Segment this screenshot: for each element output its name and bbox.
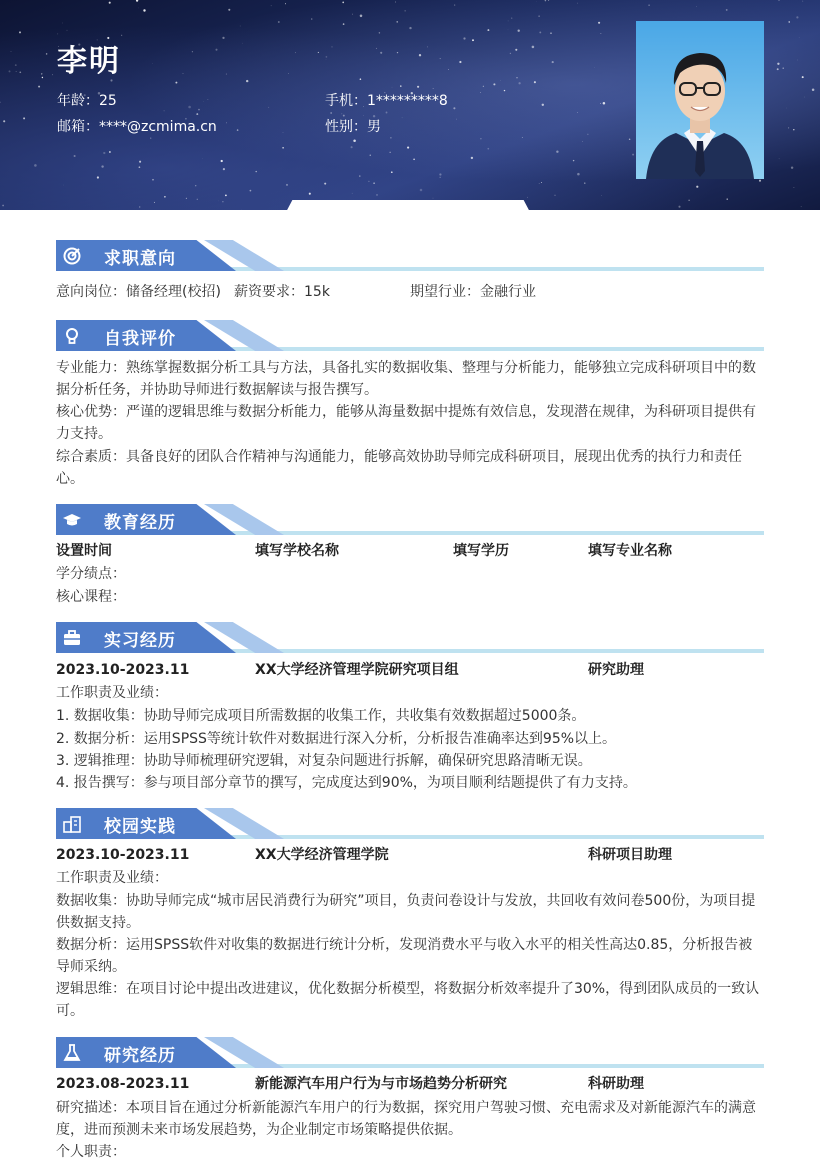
campus-item: 数据分析：运用SPSS软件对收集的数据进行统计分析，发现消费水平与收入水平的相关性高达0.85，分析报告被导师采纳。 — [56, 937, 753, 975]
internship-item: 4. 报告撰写：参与项目部分章节的撰写，完成度达到90%，为项目顺利结题提供了有力支持。 — [56, 775, 637, 791]
education-major: 填写专业名称 — [588, 543, 672, 559]
section-header-education — [56, 504, 764, 536]
intended-position: 意向岗位：储备经理(校招) — [56, 284, 221, 300]
internship-item: 3. 逻辑推理：协助导师梳理研究逻辑，对复杂问题进行拆解，确保研究思路清晰无误。 — [56, 753, 592, 769]
self-eval-professional: 专业能力：熟练掌握数据分析工具与方法，具备扎实的数据收集、整理与分析能力，能够独立完成科研项目中的数据分析任务，并协助导师进行数据解读与报告撰写。 — [56, 360, 756, 398]
research-description: 研究描述：本项目旨在通过分析新能源汽车用户的行为数据，探究用户驾驶习惯、充电需求及对新能源汽车的满意度，进而预测未来市场发展趋势，为企业制定市场策略提供依据。 — [56, 1100, 756, 1138]
self-eval-strength: 核心优势：严谨的逻辑思维与数据分析能力，能够从海量数据中提炼有效信息，发现潜在规律，为科研项目提供有力支持。 — [56, 404, 756, 442]
phone-field: 手机：1*********8 — [325, 93, 448, 109]
research-period: 2023.08-2023.11 — [56, 1076, 190, 1092]
expected-industry: 期望行业：金融行业 — [410, 284, 536, 300]
section-title-intention: 求职意向 — [104, 249, 176, 269]
graduation-cap-icon — [62, 510, 82, 530]
age-field: 年龄：25 — [57, 93, 117, 109]
section-title-education: 教育经历 — [104, 513, 176, 533]
internship-org: XX大学经济管理学院研究项目组 — [255, 662, 459, 678]
education-courses: 核心课程： — [56, 589, 126, 605]
candidate-name: 李明 — [57, 44, 121, 79]
target-icon — [62, 246, 82, 266]
campus-duties-label: 工作职责及业绩： — [56, 870, 168, 886]
campus-org: XX大学经济管理学院 — [255, 847, 389, 863]
header-banner — [0, 0, 820, 210]
email-field: 邮箱：****@zcmima.cn — [57, 119, 217, 135]
section-title-research: 研究经历 — [104, 1046, 176, 1066]
internship-duties-label: 工作职责及业绩： — [56, 685, 168, 701]
research-project: 新能源汽车用户行为与市场趋势分析研究 — [255, 1076, 507, 1092]
section-title-campus: 校园实践 — [104, 817, 176, 837]
internship-period: 2023.10-2023.11 — [56, 662, 190, 678]
section-header-intention — [56, 240, 764, 272]
research-duties-label: 个人职责： — [56, 1144, 126, 1160]
campus-role: 科研项目助理 — [588, 847, 672, 863]
internship-item: 1. 数据收集：协助导师完成项目所需数据的收集工作，共收集有效数据超过5000条。 — [56, 708, 586, 724]
section-header-research — [56, 1037, 764, 1069]
section-title-internship: 实习经历 — [104, 631, 176, 651]
internship-item: 2. 数据分析：运用SPSS等统计软件对数据进行深入分析，分析报告准确率达到95%以上。 — [56, 731, 617, 747]
education-degree: 填写学历 — [453, 543, 509, 559]
building-icon — [62, 814, 82, 834]
internship-role: 研究助理 — [588, 662, 644, 678]
profile-photo — [636, 21, 764, 179]
education-gpa: 学分绩点： — [56, 566, 126, 582]
campus-item: 逻辑思维：在项目讨论中提出改进建议，优化数据分析模型，将数据分析效率提升了30%，得到团队成员的一致认可。 — [56, 981, 760, 1019]
briefcase-icon — [62, 628, 82, 648]
section-header-internship — [56, 622, 764, 654]
self-eval-quality: 综合素质：具备良好的团队合作精神与沟通能力，能够高效协助导师完成科研项目，展现出优秀的执行力和责任心。 — [56, 449, 742, 487]
flask-icon — [62, 1043, 82, 1063]
header-notch — [285, 200, 531, 214]
lightbulb-icon — [62, 326, 82, 346]
section-header-campus — [56, 808, 764, 840]
campus-item: 数据收集：协助导师完成“城市居民消费行为研究”项目，负责问卷设计与发放，共回收有效问卷500份，为项目提供数据支持。 — [56, 893, 756, 931]
education-school: 填写学校名称 — [255, 543, 339, 559]
section-header-self-eval — [56, 320, 764, 352]
education-time: 设置时间 — [56, 543, 112, 559]
salary-requirement: 薪资要求：15k — [234, 284, 330, 300]
gender-field: 性别：男 — [325, 119, 381, 135]
section-title-self-eval: 自我评价 — [104, 329, 176, 349]
research-role: 科研助理 — [588, 1076, 644, 1092]
campus-period: 2023.10-2023.11 — [56, 847, 190, 863]
